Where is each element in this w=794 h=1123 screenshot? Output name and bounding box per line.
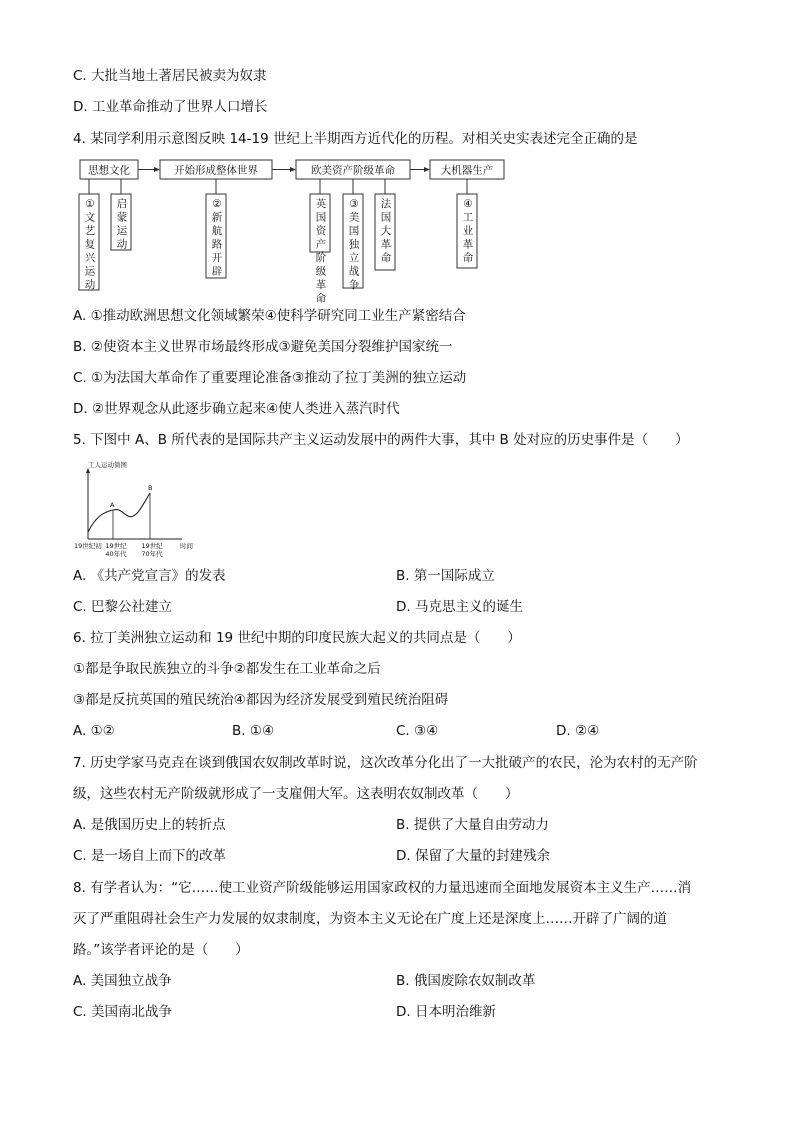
sub-box-renaissance-label: ① 文艺复兴运动 <box>84 198 96 291</box>
q5-option-a: A. 《共产党宣言》的发表 <box>73 568 226 584</box>
q7-option-d: D. 保留了大量的封建残余 <box>396 848 550 864</box>
q3-option-c: C. 大批当地土著居民被卖为奴隶 <box>73 68 267 84</box>
q7-stem-line-2: 级，这些农村无产阶级就形成了一支雇佣大军。这表明农奴制改革（ ） <box>73 786 519 802</box>
sub-box-american-independence-label: ③ 美国独立战争 <box>348 198 360 291</box>
chart-title: 工人运动简图 <box>88 461 127 469</box>
chart-point-b: B <box>148 484 153 492</box>
q6-statement-1: ①都是争取民族独立的斗争②都发生在工业革命之后 <box>73 661 381 677</box>
chart-point-a: A <box>110 501 115 509</box>
q5-option-d: D. 马克思主义的诞生 <box>396 599 523 615</box>
chart-tick-2: 19世纪 40年代 <box>105 542 127 558</box>
q7-stem-line-1: 7. 历史学家马克垚在谈到俄国农奴制改革时说，这次改革分化出了一大批破产的农民，沦为农村的无产阶 <box>73 755 698 771</box>
box-machine-production-label: 大机器生产 <box>440 164 494 177</box>
q4-option-a: A. ①推动欧洲思想文化领域繁荣④使科学研究同工业生产紧密结合 <box>73 308 466 324</box>
q4-flow-diagram <box>76 157 508 305</box>
box-world-integration-label: 开始形成整体世界 <box>174 164 258 177</box>
q8-stem-line-3: 路。”该学者评论的是（ ） <box>73 942 249 958</box>
chart-tick-3: 19世纪 70年代 <box>141 542 163 558</box>
sub-box-english-revolution <box>310 194 330 305</box>
q5-workers-movement-chart <box>70 456 210 560</box>
sub-box-new-routes-label: ② 新航路开辟 <box>211 198 223 278</box>
sub-box-industrial-revolution <box>457 194 477 268</box>
q6-statement-2: ③都是反抗英国的殖民统治④都因为经济发展受到殖民统治阻碍 <box>73 692 449 708</box>
q5-stem: 5. 下图中 A、B 所代表的是国际共产主义运动发展中的两件大事，其中 B 处对应的历史事件是（ ） <box>73 432 689 448</box>
q5-option-b: B. 第一国际成立 <box>396 568 495 584</box>
q8-option-b: B. 俄国废除农奴制改革 <box>396 973 536 989</box>
box-world-integration <box>160 160 272 179</box>
q8-stem-line-1: 8. 有学者认为：“它……使工业资产阶级能够运用国家政权的力量迅速而全面地发展资本主义生产……消 <box>73 880 692 896</box>
box-thought-culture <box>80 160 138 179</box>
q6-option-d: D. ②④ <box>556 723 600 739</box>
box-bourgeois-revolution <box>296 160 410 179</box>
q6-option-c: C. ③④ <box>396 723 439 739</box>
q3-option-d: D. 工业革命推动了世界人口增长 <box>73 99 268 115</box>
box-machine-production <box>430 160 504 179</box>
q4-stem: 4. 某同学利用示意图反映 14-19 世纪上半期西方近代化的历程。对相关史实表述完全正确的是 <box>73 131 638 147</box>
q8-option-d: D. 日本明治维新 <box>396 1004 496 1020</box>
q7-option-a: A. 是俄国历史上的转折点 <box>73 817 226 833</box>
box-bourgeois-revolution-label: 欧美资产阶级革命 <box>311 164 395 177</box>
q7-option-c: C. 是一场自上而下的改革 <box>73 848 227 864</box>
sub-box-enlightenment <box>111 194 131 251</box>
sub-box-industrial-revolution-label: ④ 工业革命 <box>462 198 474 264</box>
sub-box-english-revolution-label: 英国资产阶级革命 <box>315 198 327 305</box>
sub-box-french-revolution-label: 法国大革命 <box>380 198 392 264</box>
q8-option-a: A. 美国独立战争 <box>73 973 172 989</box>
q5-option-c: C. 巴黎公社建立 <box>73 599 173 615</box>
q6-option-a: A. ①② <box>73 723 115 739</box>
q4-option-d: D. ②世界观念从此逐步确立起来④使人类进入蒸汽时代 <box>73 401 400 417</box>
chart-tick-time: 时间 <box>180 542 193 550</box>
sub-box-enlightenment-label: 启蒙运动 <box>116 198 128 251</box>
sub-box-new-routes <box>206 194 226 278</box>
q4-option-b: B. ②使资本主义世界市场最终形成③避免美国分裂维护国家统一 <box>73 339 453 355</box>
q7-option-b: B. 提供了大量自由劳动力 <box>396 817 549 833</box>
q8-option-c: C. 美国南北战争 <box>73 1004 173 1020</box>
q6-option-b: B. ①④ <box>232 723 275 739</box>
q4-option-c: C. ①为法国大革命作了重要理论准备③推动了拉丁美洲的独立运动 <box>73 370 467 386</box>
sub-box-renaissance <box>79 194 99 291</box>
box-thought-culture-label: 思想文化 <box>88 164 130 177</box>
q6-stem: 6. 拉丁美洲独立运动和 19 世纪中期的印度民族大起义的共同点是（ ） <box>73 630 521 646</box>
sub-box-french-revolution <box>375 194 395 270</box>
q8-stem-line-2: 灭了严重阻碍社会生产力发展的奴隶制度，为资本主义无论在广度上还是深度上……开辟了广阔的道 <box>73 911 667 927</box>
chart-curve <box>88 493 150 532</box>
chart-tick-1: 19世纪初 <box>74 542 102 550</box>
sub-box-american-independence <box>343 194 363 291</box>
